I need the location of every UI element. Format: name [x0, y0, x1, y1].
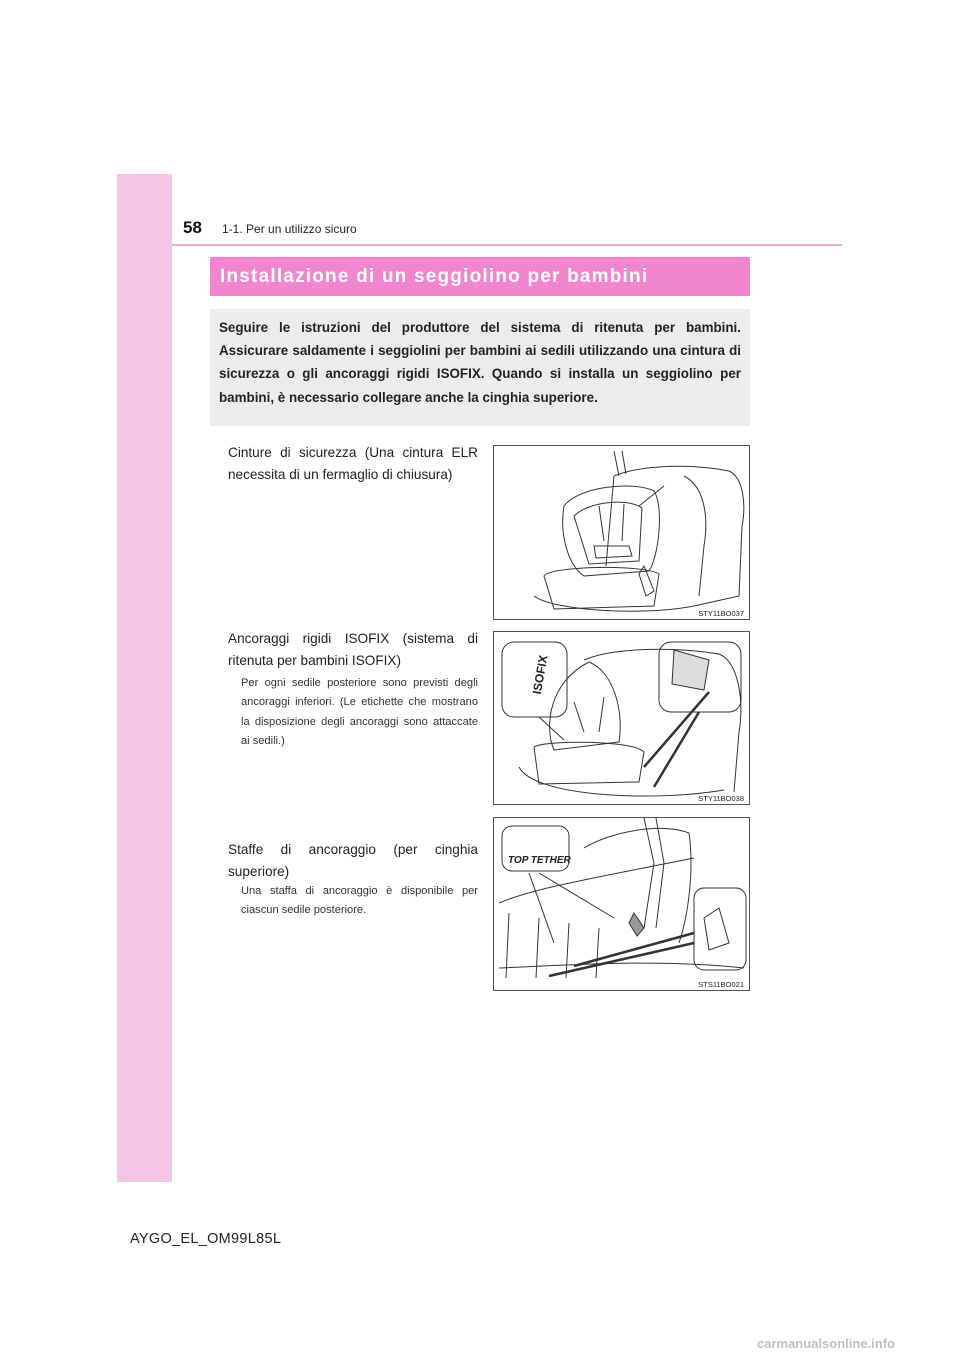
figure-seatbelt — [493, 445, 750, 620]
section-label: 1-1. Per un utilizzo sicuro — [222, 222, 357, 236]
isofix-label: ISOFIX — [529, 654, 551, 696]
watermark: carmanualsonline.info — [757, 1336, 895, 1351]
item-tether-title: Staffe di ancoraggio (per cinghia superiore) — [228, 842, 478, 879]
section-title-bar — [210, 257, 750, 296]
seatbelt-illustration — [494, 446, 750, 620]
figure-tether — [493, 817, 750, 991]
item-seatbelt-title: Cinture di sicurezza (Una cintura ELR necessita di un fermaglio di chiusura) — [228, 445, 478, 482]
section-title: Installazione di un seggiolino per bambini — [220, 265, 649, 287]
figure-isofix-code: STY11BO038 — [698, 794, 744, 803]
side-tab-bar — [117, 174, 172, 1182]
top-tether-label: TOP TETHER — [508, 855, 571, 866]
intro-box: Seguire le istruzioni del produttore del sistema di ritenuta per bambini. Assicurare saldamente i seggiolini per bambini ai sedili utilizzando una cintura di sicurezza o gli ancoraggi rigidi ISOFIX. Quando si installa un seggiolino per bambini, è necessario collegare anche la cinghia superiore. — [210, 309, 750, 426]
isofix-illustration — [494, 632, 750, 805]
page-number: 58 — [183, 218, 202, 237]
item-tether-desc: Una staffa di ancoraggio è disponibile per ciascun sedile posteriore. — [241, 885, 478, 917]
tether-illustration — [494, 818, 750, 991]
header-divider — [172, 244, 842, 246]
item-isofix-desc: Per ogni sedile posteriore sono previsti degli ancoraggi inferiori. (Le etichette che mostrano la disposizione degli ancoraggi sono attaccate ai sedili.) — [241, 677, 478, 748]
figure-isofix — [493, 631, 750, 805]
figure-seatbelt-code: STY11BO037 — [698, 609, 744, 618]
item-isofix-title: Ancoraggi rigidi ISOFIX (sistema di ritenuta per bambini ISOFIX) — [228, 631, 478, 668]
figure-tether-code: STS11BO021 — [698, 980, 744, 989]
footer-doc-code: AYGO_EL_OM99L85L — [130, 1231, 282, 1247]
